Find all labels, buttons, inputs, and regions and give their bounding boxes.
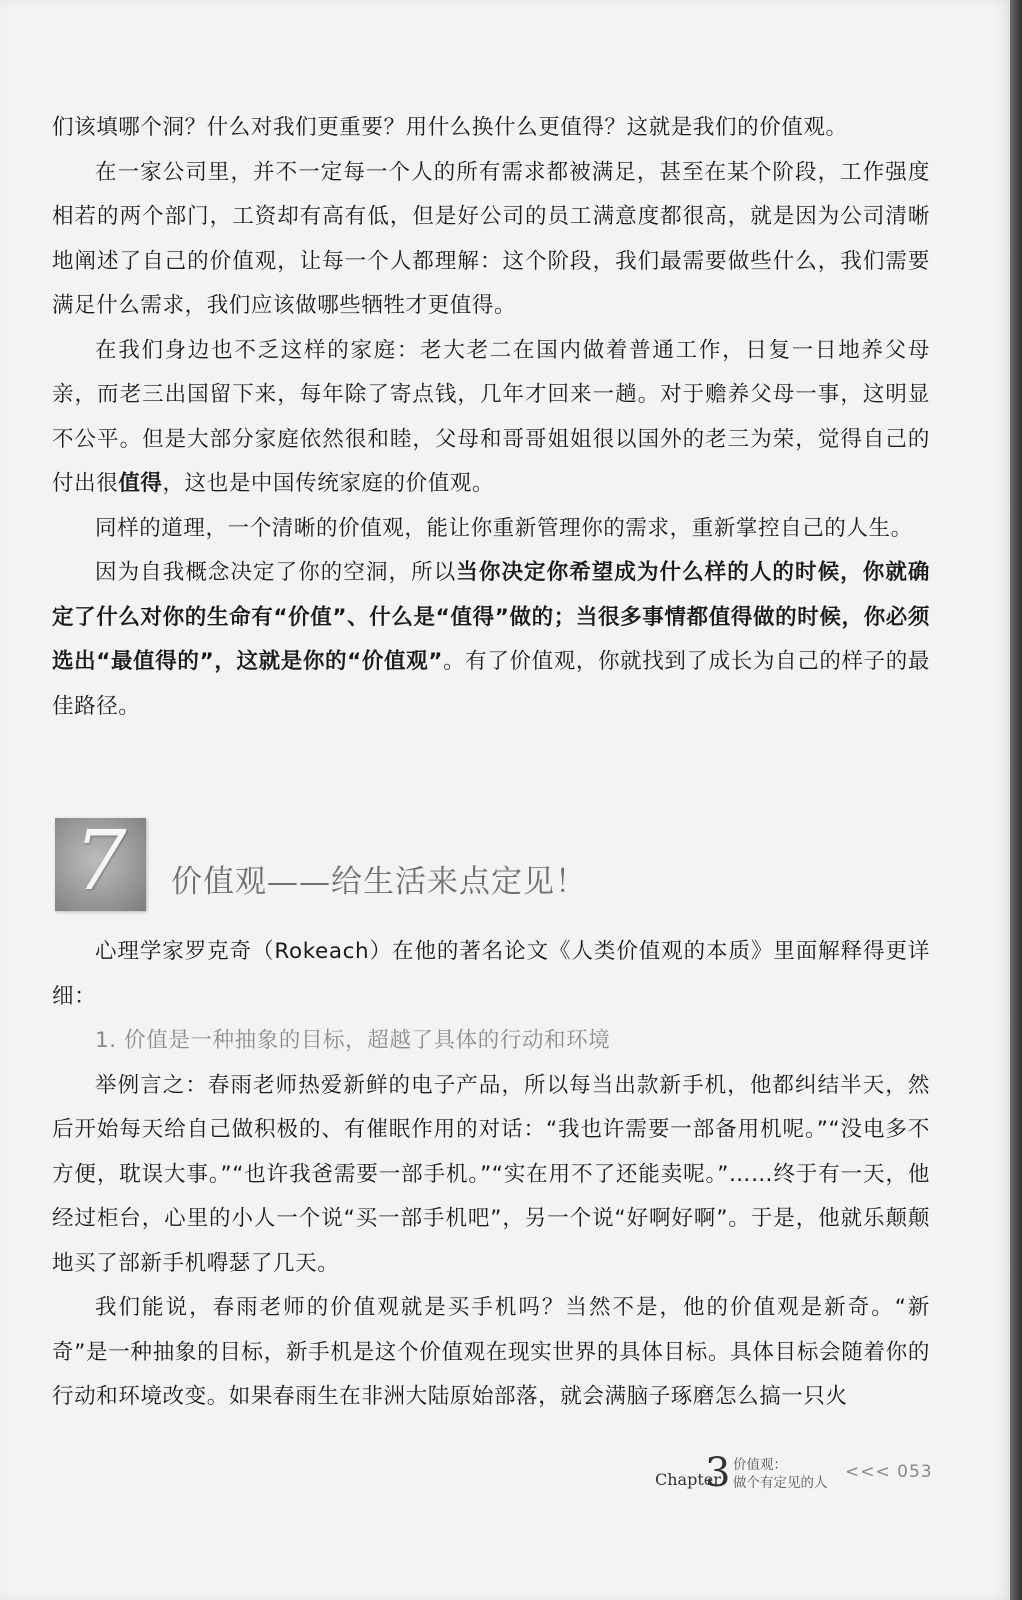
paragraph-text: ，这也是中国传统家庭的价值观。: [162, 471, 495, 496]
emphasis-text: 当你决定你希望成为什么样的人的时候，你就确定了什么对你的生命有“价值”、什么是“值得”做的；当很多事情都值得做的时候，你必须选出“最值得的”，这就是你的“价值观”: [52, 560, 930, 674]
section-number: 7: [74, 814, 127, 909]
paragraph-text: 。有了价值观，你就找到了成长为自己的样子的最佳路径。: [52, 649, 930, 719]
section-heading: [55, 814, 935, 918]
section-title: 价值观——给生活来点定见！: [171, 864, 587, 900]
paragraph: 在一家公司里，并不一定每一个人的所有需求都被满足，甚至在某个阶段，工作强度相若的两个部门，工资却有高有低，但是好公司的员工满意度都很高，就是因为公司清晰地阐述了自己的价值观，让每一个人都理解：这个阶段，我们最需要做些什么，我们需要满足什么需求，我们应该做哪些牺牲才更值得。: [52, 159, 930, 318]
paragraph: 心理学家罗克奇（Rokeach）在他的著名论文《人类价值观的本质》里面解释得更详细：: [52, 939, 930, 1009]
body-text-block-1: [52, 106, 930, 729]
paragraph: 举例言之：春雨老师热爱新鲜的电子产品，所以每当出款新手机，他都纠结半天，然后开始每天给自己做积极的、有催眠作用的对话：“我也许需要一部备用机呢。”“没电多不方便，耽误大事。”“也许我爸需要一部手机。”“实在用不了还能卖呢。”……终于有一天，他经过柜台，心里的小人一个说“买一部手机吧”，另一个说“好啊好啊”。于是，他就乐颠颠地买了部新手机嘚瑟了几天。: [52, 1072, 930, 1276]
paragraph: 我们能说，春雨老师的价值观就是买手机吗？当然不是，他的价值观是新奇。“新奇”是一种抽象的目标，新手机是这个价值观在现实世界的具体目标。具体目标会随着你的行动和环境改变。如果春雨生在非洲大陆原始部落，就会满脑子琢磨怎么搞一只火: [52, 1295, 930, 1409]
page-footer: [655, 1452, 935, 1502]
paragraph-text: 因为自我概念决定了你的空洞，所以: [95, 560, 457, 585]
emphasis-text: 值得: [118, 471, 163, 496]
footer-chapter-title-line: 价值观：: [733, 1457, 787, 1473]
paragraph: [52, 551, 930, 729]
page-edge: [1010, 0, 1022, 1600]
paragraph: 同样的道理，一个清晰的价值观，能让你重新管理你的需求，重新掌控自己的人生。: [95, 515, 913, 541]
section-number-box: [55, 814, 146, 911]
list-item: 1. 价值是一种抽象的目标，超越了具体的行动和环境: [95, 1028, 611, 1053]
footer-chapter-title: [733, 1456, 828, 1492]
footer-chapter-title-line: 做个有定见的人: [733, 1475, 828, 1491]
footer-chapter-number: 3: [705, 1450, 731, 1496]
footer-chapter-word: Chapter: [655, 1470, 721, 1489]
paragraph-text: 在我们身边也不乏这样的家庭：老大老二在国内做着普通工作，日复一日地养父母亲，而老三出国留下来，每年除了寄点钱，几年才回来一趟。对于赡养父母一事，这明显不公平。但是大部分家庭依然很和睦，父母和哥哥姐姐很以国外的老三为荣，觉得自己的付出很: [52, 337, 930, 496]
page-number: <<< 053: [845, 1462, 933, 1482]
paragraph: [52, 329, 930, 507]
paragraph: 们该填哪个洞？什么对我们更重要？用什么换什么更值得？这就是我们的价值观。: [52, 115, 848, 140]
body-text-block-2: [52, 930, 930, 1420]
